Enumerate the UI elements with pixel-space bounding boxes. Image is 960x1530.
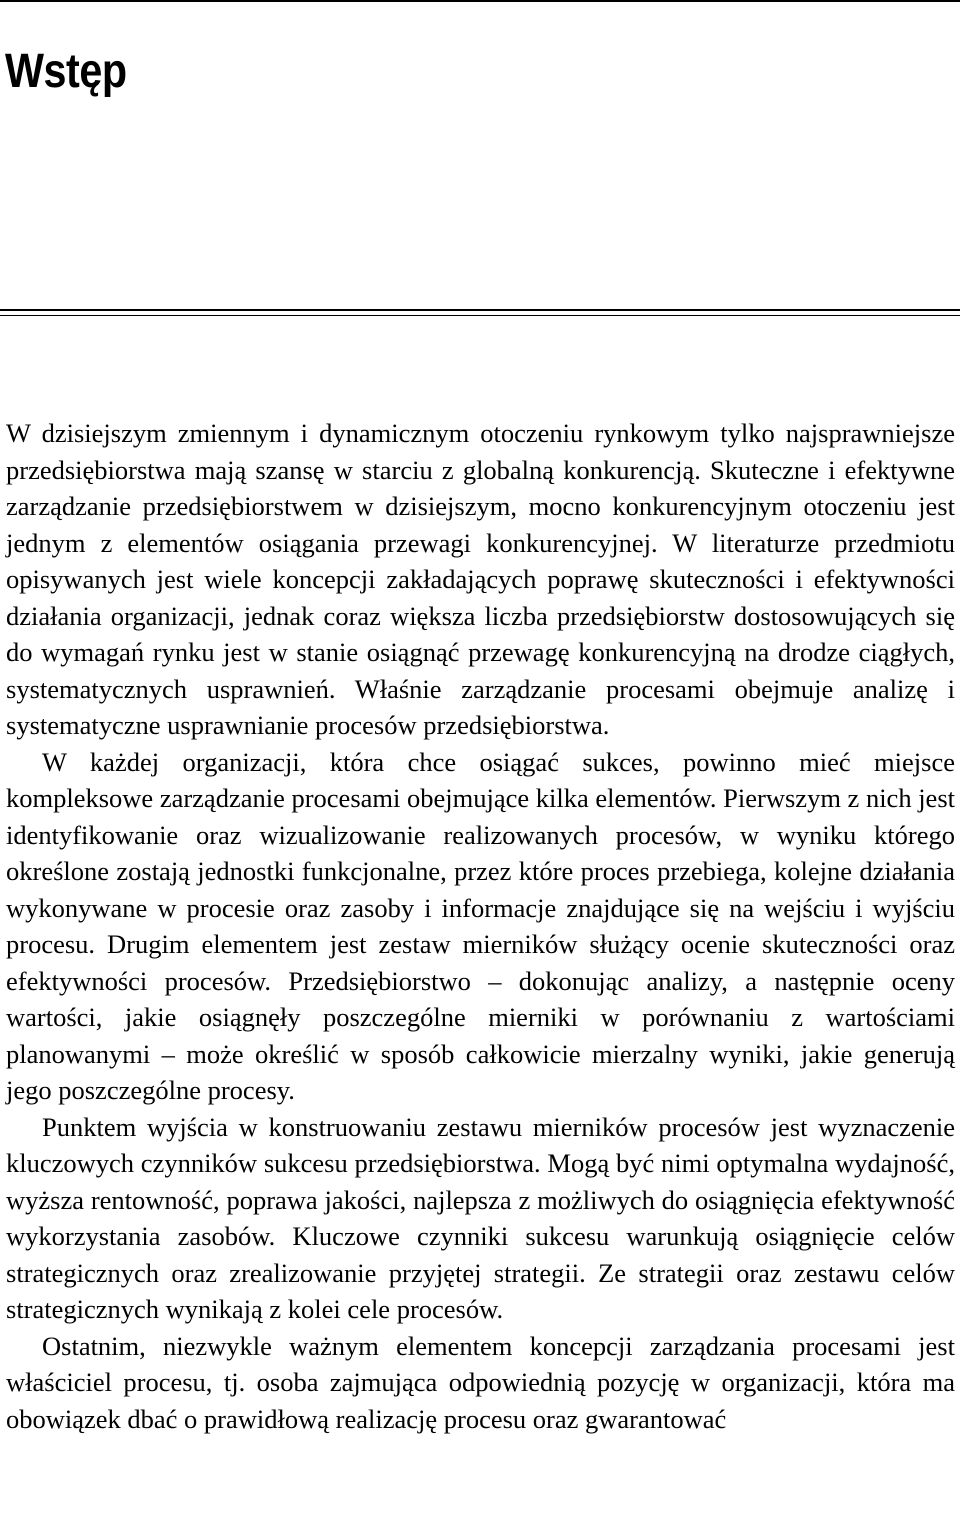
paragraph-3: Punktem wyjścia w konstruowaniu zestawu mierników procesów jest wyznaczenie kluczowych czynników sukcesu przedsiębiorstwa. Mogą być nimi optymalna wydajność, wyższa rentowność, poprawa jakości, najlepsza z możliwych do osiągnięcia efektywność wykorzystania zasobów. Kluczowe czynniki sukcesu warunkują osiągnięcie celów strategicznych oraz zrealizowanie przyjętej strategii. Ze strategii oraz zestawu celów strategicznych wynikają z kolei cele procesów. bbox=[6, 1111, 955, 1324]
body-text bbox=[6, 415, 955, 1437]
paragraph-1: W dzisiejszym zmiennym i dynamicznym otoczeniu rynkowym tylko najsprawniejsze przedsiębiorstwa mają szansę w starciu z globalną konkurencją. Skuteczne i efektywne zarządzanie przedsiębiorstwem w dzisiejszym, mocno konkurencyjnym otoczeniu jest jednym z elementów osiągania przewagi konkurencyjnej. W literaturze przedmiotu opisywanych jest wiele koncepcji zakładających poprawę skuteczności i efektywności działania organizacji, jednak coraz większa liczba przedsiębiorstw dostosowujących się do wymagań rynku jest w stanie osiągnąć przewagę konkurencyjną na drodze ciągłych, systematycznych usprawnień. Właśnie zarządzanie procesami obejmuje analizę i systematyczne usprawnianie procesów przedsiębiorstwa. bbox=[6, 418, 955, 740]
title-separator-rule bbox=[0, 309, 960, 316]
paragraph-4: Ostatnim, niezwykle ważnym elementem koncepcji zarządzania procesami jest właściciel procesu, tj. osoba zajmująca odpowiednią pozycję w organizacji, która ma obowiązek dbać o prawidłową realizację procesu oraz gwarantować bbox=[6, 1330, 955, 1434]
top-rule bbox=[0, 0, 960, 2]
paragraph-2: W każdej organizacji, która chce osiągać sukces, powinno mieć miejsce kompleksowe zarządzanie procesami obejmujące kilka elementów. Pierwszym z nich jest identyfikowanie oraz wizualizowanie realizowanych procesów, w wyniku którego określone zostają jednostki funkcjonalne, przez które proces przebiega, kolejne działania wykonywane w procesie oraz zasoby i informacje znajdujące się na wejściu i wyjściu procesu. Drugim elementem jest zestaw mierników służący ocenie skuteczności oraz efektywności procesów. Przedsiębiorstwo – dokonując analizy, a następnie oceny wartości, jakie osiągnęły poszczególne mierniki w porównaniu z wartościami planowanymi – może określić w sposób całkowicie mierzalny wyniki, jakie generują jego poszczególne procesy. bbox=[6, 746, 955, 1105]
chapter-title: Wstęp bbox=[5, 45, 127, 98]
